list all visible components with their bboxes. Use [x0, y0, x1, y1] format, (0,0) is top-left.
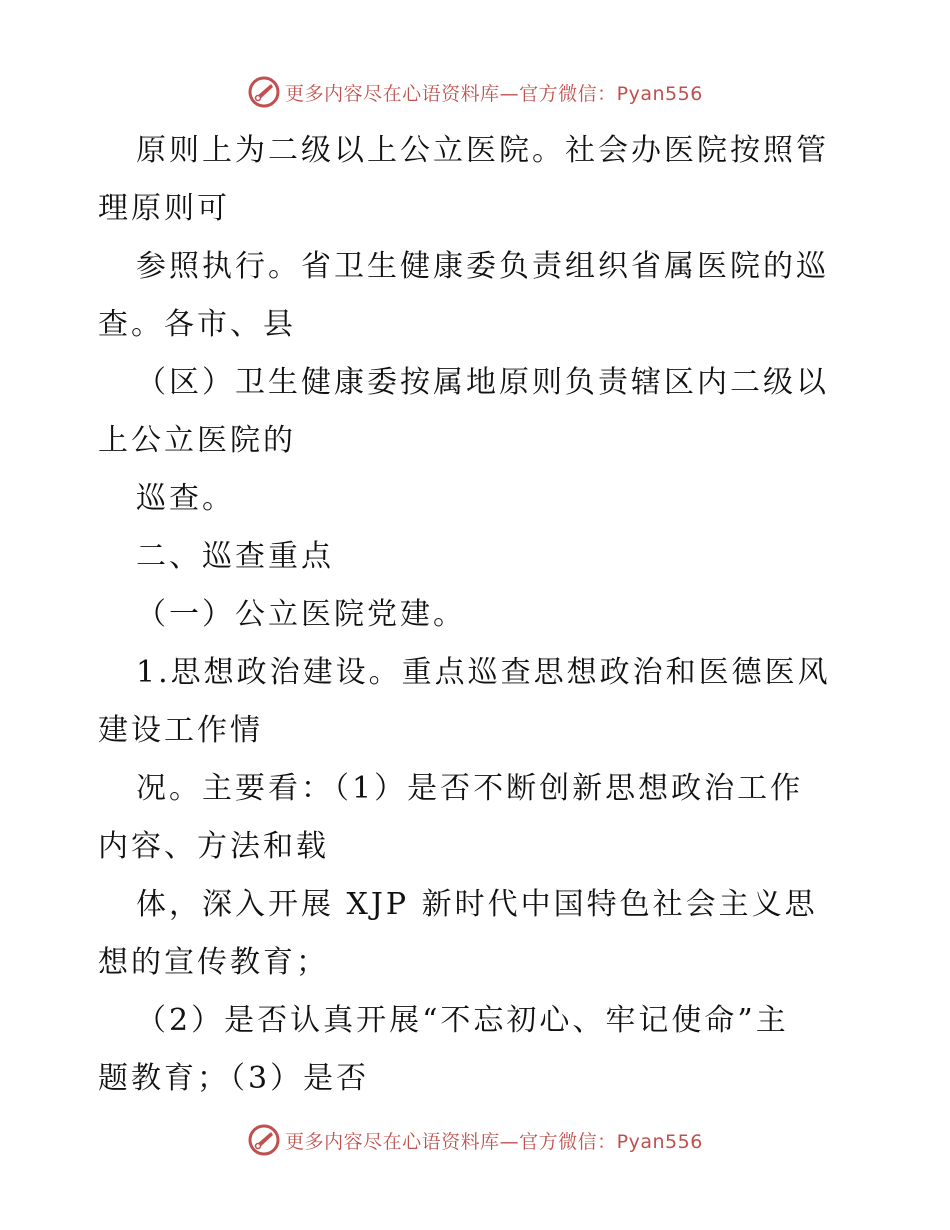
text-line: 查。各市、县 [98, 307, 296, 342]
text-line: 上公立医院的 [98, 423, 296, 458]
text-line: 想的宣传教育； [98, 945, 329, 980]
subsection-heading: （一）公立医院党建。 [136, 597, 466, 632]
text-line: （区）卫生健康委按属地原则负责辖区内二级以 [136, 365, 829, 400]
header-banner [0, 72, 950, 112]
text-line: 况。主要看：（1）是否不断创新思想政治工作 [136, 771, 804, 806]
text-line: 原则上为二级以上公立医院。社会办医院按照管 [136, 133, 829, 168]
text-line: 1.思想政治建设。重点巡查思想政治和医德医风 [136, 655, 831, 690]
text-line: 内容、方法和载 [98, 829, 329, 864]
text-line: （2）是否认真开展“不忘初心、牢记使命”主 [136, 1003, 789, 1038]
logo-icon [247, 1123, 281, 1157]
section-heading: 二、巡查重点 [136, 539, 334, 574]
text-line: 参照执行。省卫生健康委负责组织省属医院的巡 [136, 249, 829, 284]
text-line: 理原则可 [98, 191, 230, 226]
text-line: 建设工作情 [98, 713, 263, 748]
document-body [98, 122, 858, 1108]
header-banner-text: 更多内容尽在心语资料库—官方微信：Pyan556 [285, 82, 703, 105]
text-line: 体，深入开展 XJP 新时代中国特色社会主义思 [136, 887, 818, 922]
footer-banner-text: 更多内容尽在心语资料库—官方微信：Pyan556 [285, 1130, 703, 1153]
logo-icon [247, 75, 281, 109]
footer-banner [0, 1120, 950, 1160]
text-line: 巡查。 [136, 481, 235, 516]
text-line: 题教育；（3）是否 [98, 1061, 370, 1096]
